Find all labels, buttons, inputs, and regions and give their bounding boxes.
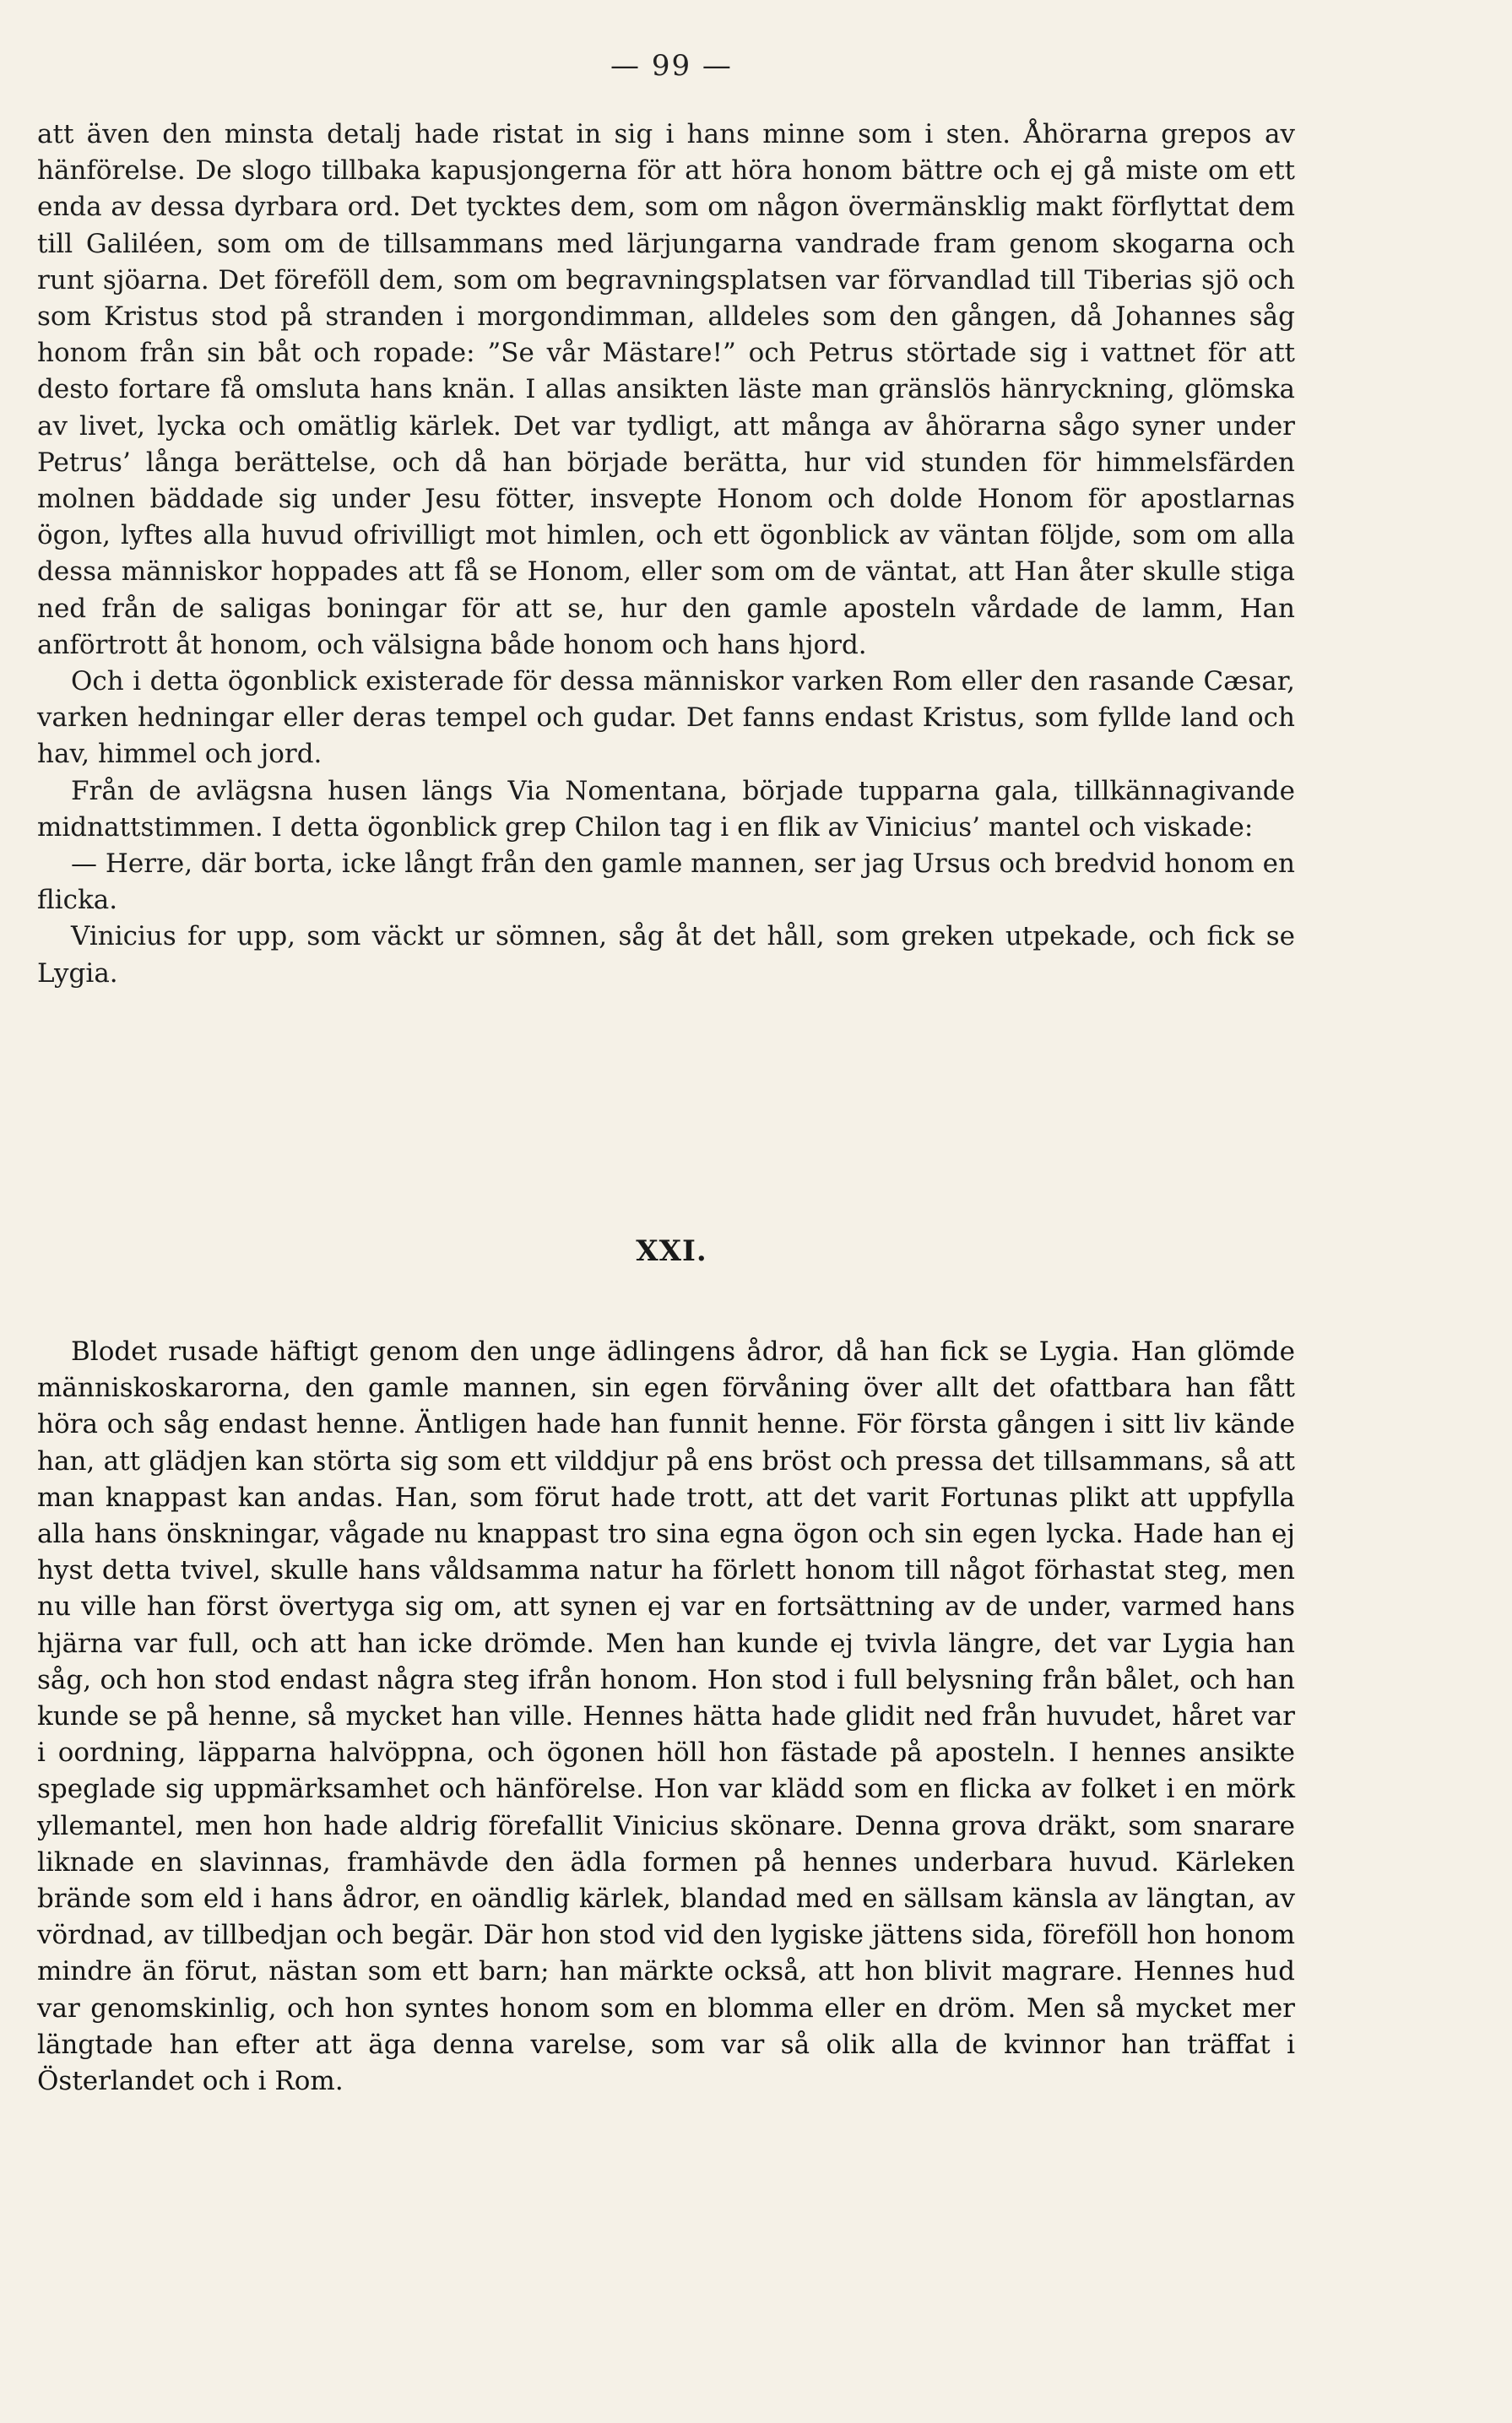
paragraph: Och i detta ögonblick existerade för dessa människor varken Rom eller den rasande Cæsar, varken hedningar eller deras tempel och gudar. Det fanns endast Kristus, som fyllde land och hav, himmel och jord. <box>37 666 1295 770</box>
paragraph: att även den minsta detalj hade ristat in sig i hans minne som i sten. Åhörarna grepos av hänförelse. De slogo tillbaka kapusjongerna för att höra honom bättre och ej gå miste om ett enda av dessa dyrbara ord. Det tycktes dem, som om någon övermänsklig makt förflyttat dem till Galiléen, som om de tillsammans med lärjungarna vandrade fram genom skogarna och runt sjöarna. Det föreföll dem, som om begravningsplatsen var förvandlad till Tiberias sjö och som Kristus stod på stranden i morgondimman, alldeles som den gången, då Johannes såg honom från sin båt och ropade: ”Se vår Mästare!” och Petrus störtade sig i vattnet för att desto fortare få omsluta hans knän. I allas ansikten läste man gränslös hänryckning, glömska av livet, lycka och omätlig kärlek. Det var tydligt, att många av åhörarna sågo syner under Petrus’ långa berättelse, och då han började berätta, hur vid stunden för himmelsfärden molnen bäddade sig under Jesu fötter, insvepte Honom och dolde Honom för apostlarnas ögon, lyftes alla huvud ofrivilligt mot himlen, och ett ögonblick av väntan följde, som om alla dessa människor hoppades att få se Honom, eller som om de väntat, att Han åter skulle stiga ned från de saligas boningar för att se, hur den gamle aposteln vårdade de lamm, Han anförtrott åt honom, och välsigna både honom och hans hjord. <box>37 119 1295 660</box>
text-section-bottom <box>37 1334 1295 2100</box>
chapter-heading: XXI. <box>636 1234 707 1268</box>
paragraph: Från de avlägsna husen längs Via Nomentana, började tupparna gala, tillkännagivande midnattstimmen. I detta ögonblick grep Chilon tag i en flik av Vinicius’ mantel och viskade: <box>37 775 1295 843</box>
paragraph: Blodet rusade häftigt genom den unge ädlingens ådror, då han fick se Lygia. Han glömde människoskarorna, den gamle mannen, sin egen förvåning över allt det ofattbara han fått höra och såg endast henne. Äntligen hade han funnit henne. För första gången i sitt liv kände han, att glädjen kan störta sig som ett vilddjur på ens bröst och pressa det tillsammans, så att man knappast kan andas. Han, som förut hade trott, att det varit Fortunas plikt att uppfylla alla hans önskningar, vågade nu knappast tro sina egna ögon och sin egen lycka. Hade han ej hyst detta tvivel, skulle hans våldsamma natur ha förlett honom till något förhastat steg, men nu ville han först övertyga sig om, att synen ej var en fortsättning av de under, varmed hans hjärna var full, och att han icke drömde. Men han kunde ej tvivla längre, det var Lygia han såg, och hon stod endast några steg ifrån honom. Hon stod i full belysning från bålet, och han kunde se på henne, så mycket han ville. Hennes hätta hade glidit ned från huvudet, håret var i oordning, läpparna halvöppna, och ögonen höll hon fästade på aposteln. I hennes ansikte speglade sig uppmärksamhet och hänförelse. Hon var klädd som en flicka av folket i en mörk yllemantel, men hon hade aldrig förefallit Vinicius skönare. Denna grova dräkt, som snarare liknade en slavinnas, framhävde den ädla formen på hennes underbara huvud. Kärleken brände som eld i hans ådror, en oändlig kärlek, blandad med en sällsam känsla av längtan, av vördnad, av tillbedjan och begär. Där hon stod vid den lygiske jättens sida, föreföll hon honom mindre än förut, nästan som ett barn; han märkte också, att hon blivit magrare. Hennes hud var genomskinlig, och hon syntes honom som en blomma eller en dröm. Men så mycket mer längtade han efter att äga denna varelse, som var så olik alla de kvinnor han träffat i Österlandet och i Rom. <box>37 1336 1295 2097</box>
page-number: — 99 — <box>610 49 733 83</box>
paragraph: Vinicius for upp, som väckt ur sömnen, såg åt det håll, som greken utpekade, och fick se Lygia. <box>37 921 1295 989</box>
paragraph: — Herre, där borta, icke långt från den gamle mannen, ser jag Ursus och bredvid honom en flicka. <box>37 848 1295 916</box>
text-section-top <box>37 117 1295 992</box>
